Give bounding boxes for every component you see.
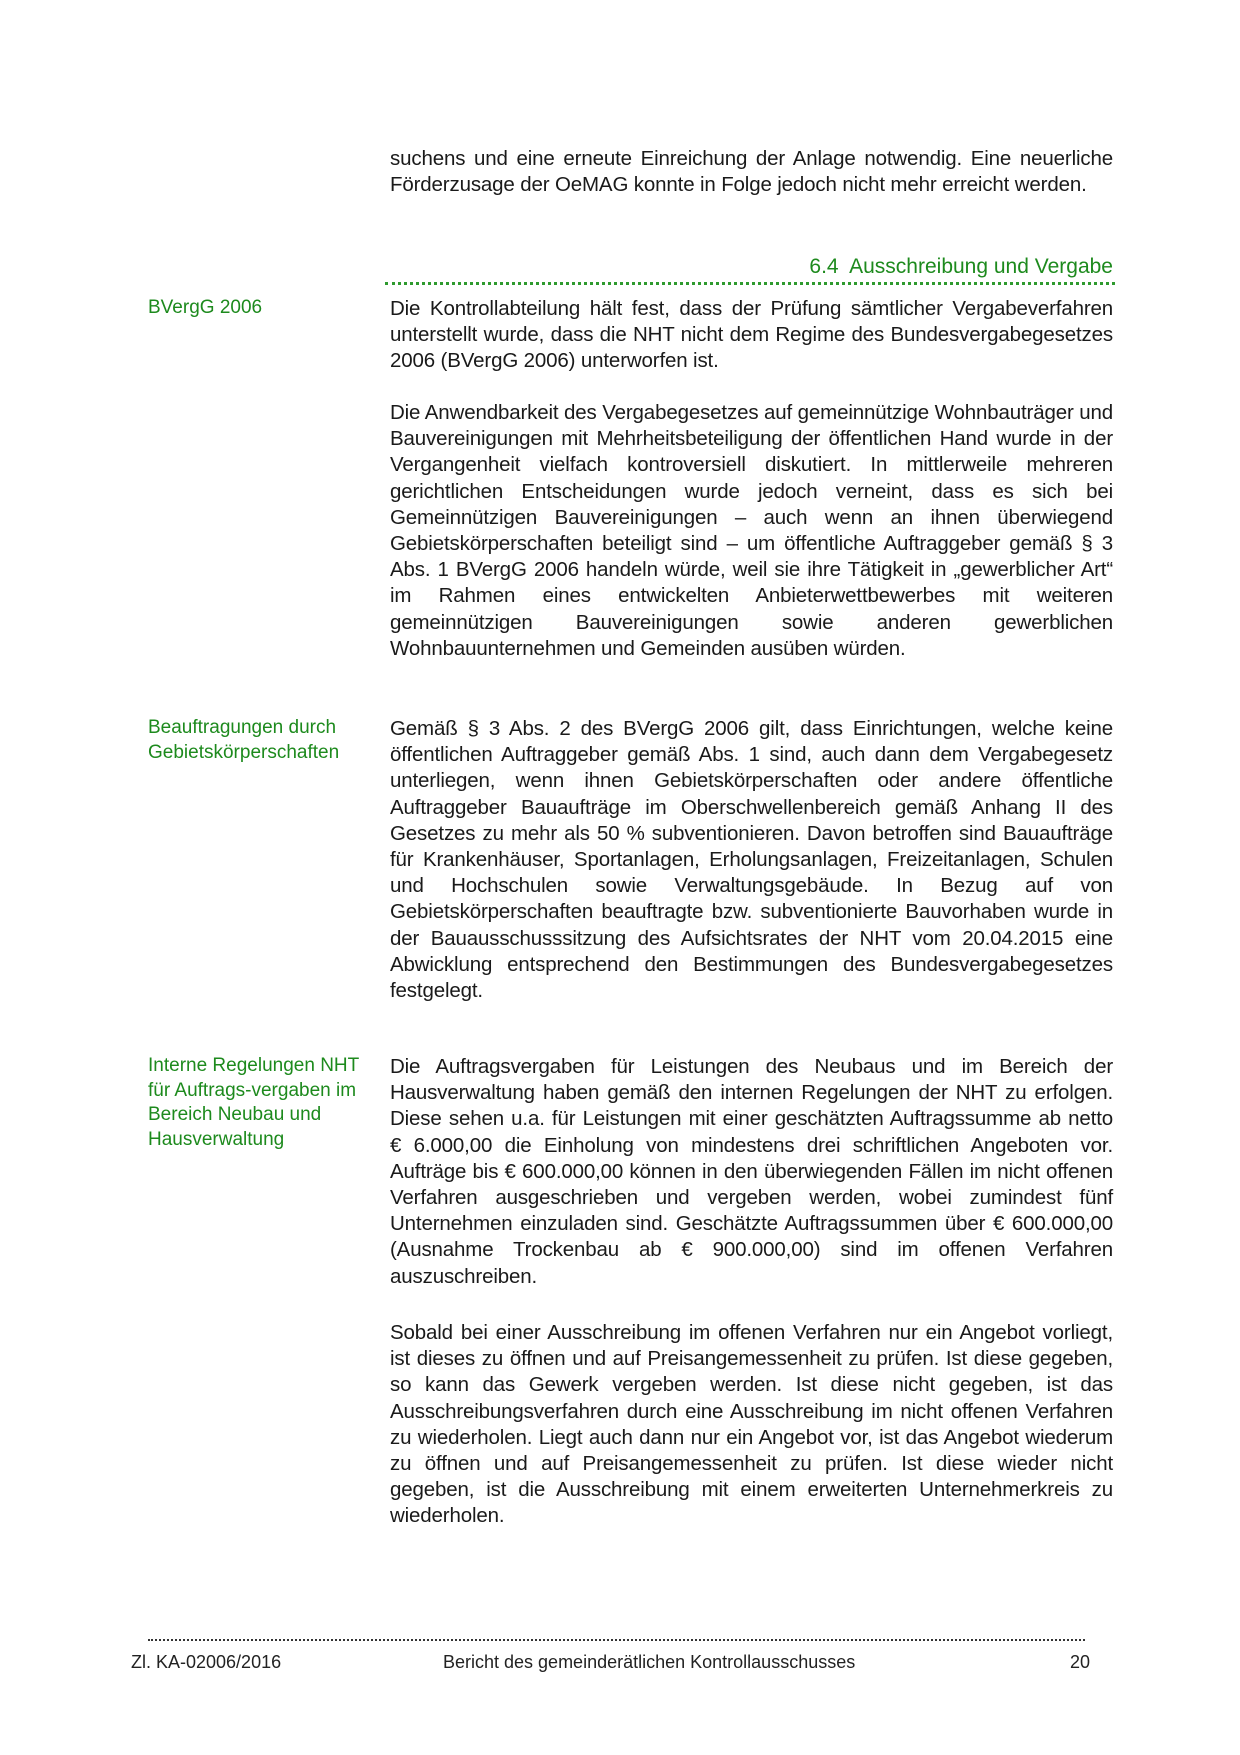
paragraph-text: Die Auftragsvergaben für Leistungen des Neubaus und im Bereich der Hausverwaltung haben gemäß den internen Regelungen der NHT zu erfolgen. Diese sehen u.a. für Leistungen mit einer geschätzten Auftragssumme ab netto € 6.000,00 die Einholung von mindestens drei schriftlichen Angeboten vor. Aufträge bis € 600.000,00 können in den überwiegenden Fällen im nicht offenen Verfahren ausgeschrieben und vergeben werden, wobei zumindest fünf Unternehmen einzuladen sind. Geschätzte Auftragssummen über € 600.000,00 (Ausnahme Trockenbau ab € 900.000,00) sind im offenen Verfahren auszuschreiben. bbox=[390, 1055, 1113, 1288]
paragraph-sobald bbox=[390, 1320, 1113, 1530]
section-heading bbox=[390, 254, 1113, 280]
section-number: 6.4 bbox=[809, 255, 839, 278]
intro-paragraph bbox=[390, 146, 1113, 198]
paragraph-anwendbarkeit bbox=[390, 400, 1113, 662]
margin-note-interne-regelungen: Interne Regelungen NHT für Auftrags-vergaben im Bereich Neubau und Hausverwaltung bbox=[148, 1055, 359, 1150]
paragraph-text: Sobald bei einer Ausschreibung im offenen Verfahren nur ein Angebot vorliegt, ist dieses zu öffnen und auf Preisangemessenheit zu prüfen. Ist diese gegeben, so kann das Gewerk vergeben werden. Ist diese nicht gegeben, ist das Ausschreibungsverfahren durch eine Ausschreibung im nicht offenen Verfahren zu wiederholen. Liegt auch dann nur ein Angebot vor, ist das Angebot wiederum zu öffnen und auf Preisangemessenheit zu prüfen. Ist diese wieder nicht gegeben, ist die Ausschreibung mit einem erweiterten Unternehmerkreis zu wiederholen. bbox=[390, 1321, 1113, 1528]
paragraph-kontrollabteilung bbox=[390, 296, 1113, 375]
section-heading-divider bbox=[385, 282, 1115, 285]
footer-reference: Zl. KA-02006/2016 bbox=[131, 1652, 282, 1672]
page-number: 20 bbox=[1069, 1652, 1090, 1672]
paragraph-text: Die Anwendbarkeit des Vergabegesetzes auf gemeinnützige Wohnbauträger und Bauvereinigungen mit Mehrheitsbeteiligung der öffentlichen Hand wurde in der Vergangenheit vielfach kontroversiell diskutiert. In mittlerweile mehreren gerichtlichen Entscheidungen wurde jedoch verneint, dass es sich bei Gemeinnützigen Bauvereinigungen – auch wenn an ihnen überwiegend Gebietskörperschaften beteiligt sind – um öffentliche Auftraggeber gemäß § 3 Abs. 1 BVergG 2006 handeln würde, weil sie ihre Tätigkeit in „gewerblicher Art“ im Rahmen eines entwickelten Anbieterwettbewerbes mit weiteren gemeinnützigen Bauvereinigungen sowie anderen gewerblichen Wohnbauunternehmen und Gemeinden ausüben würden. bbox=[390, 401, 1113, 660]
paragraph-gemaess-3-abs-2 bbox=[390, 716, 1113, 1004]
section-title: Ausschreibung und Vergabe bbox=[849, 255, 1113, 278]
paragraph-text: suchens und eine erneute Einreichung der Anlage notwendig. Eine neuerliche Förderzusage der OeMAG konnte in Folge jedoch nicht mehr erreicht werden. bbox=[390, 147, 1113, 197]
paragraph-text: Die Kontrollabteilung hält fest, dass der Prüfung sämtlicher Vergabeverfahren unterstellt wurde, dass die NHT nicht dem Regime des Bundesvergabegesetzes 2006 (BVergG 2006) unterworfen ist. bbox=[390, 297, 1113, 373]
paragraph-auftragsvergaben bbox=[390, 1054, 1113, 1290]
footer-title: Bericht des gemeinderätlichen Kontrollausschusses bbox=[443, 1652, 856, 1672]
margin-note-bvergg: BVergG 2006 bbox=[148, 297, 263, 318]
footer-divider bbox=[148, 1639, 1085, 1641]
paragraph-text: Gemäß § 3 Abs. 2 des BVergG 2006 gilt, dass Einrichtungen, welche keine öffentlichen Auftraggeber gemäß Abs. 1 sind, auch dann dem Vergabegesetz unterliegen, wenn ihnen Gebietskörperschaften oder andere öffentliche Auftraggeber Bauaufträge im Oberschwellenbereich gemäß Anhang II des Gesetzes zu mehr als 50 % subventionieren. Davon betroffen sind Bauaufträge für Krankenhäuser, Sportanlagen, Erholungsanlagen, Freizeitanlagen, Schulen und Hochschulen sowie Verwaltungsgebäude. In Bezug auf von Gebietskörperschaften beauftragte bzw. subventionierte Bauvorhaben wurde in der Bauausschusssitzung des Aufsichtsrates der NHT vom 20.04.2015 eine Abwicklung entsprechend den Bestimmungen des Bundesvergabegesetzes festgelegt. bbox=[390, 717, 1113, 1003]
margin-note-beauftragungen: Beauftragungen durch Gebietskörperschaften bbox=[148, 717, 340, 763]
